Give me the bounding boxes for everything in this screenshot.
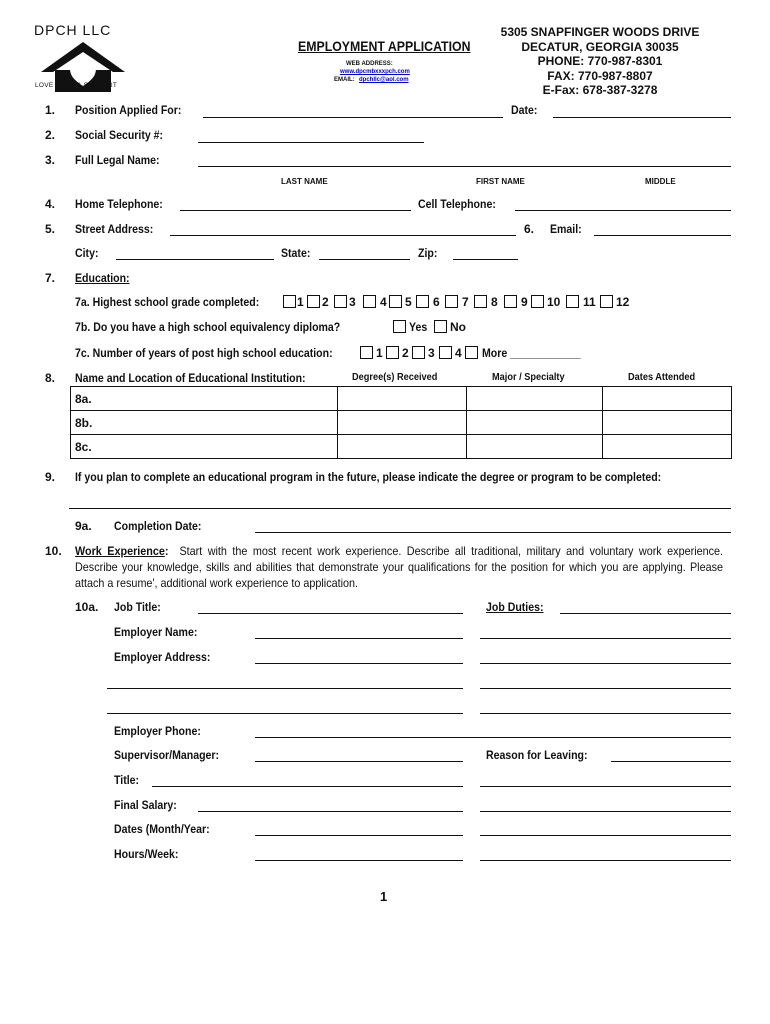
- title-field[interactable]: [152, 786, 463, 787]
- job-duties-field-2[interactable]: [480, 638, 731, 639]
- grade-2-checkbox[interactable]: [307, 295, 320, 308]
- q2-label: Social Security #:: [75, 128, 164, 142]
- company-name: DPCH LLC: [34, 22, 112, 38]
- grade-11-label: 11: [583, 295, 596, 309]
- city-label: City:: [75, 246, 99, 260]
- grade-5-label: 5: [405, 295, 412, 309]
- row-8c-dates[interactable]: [603, 435, 732, 459]
- diploma-no-checkbox[interactable]: [434, 320, 447, 333]
- q8-label: Name and Location of Educational Institution:: [75, 371, 306, 385]
- q9-label: If you plan to complete an educational program in the future, please indicate the degree or program to be completed:: [75, 470, 662, 484]
- diploma-yes-label: Yes: [409, 320, 428, 334]
- grade-7-label: 7: [462, 295, 469, 309]
- company-tagline: LOVE CARE & SUPPORT: [35, 82, 118, 89]
- job-duties-field-4[interactable]: [480, 688, 731, 689]
- grade-4-label: 4: [380, 295, 387, 309]
- form-title: EMPLOYMENT APPLICATION: [298, 38, 471, 54]
- post-hs-4-checkbox[interactable]: [439, 346, 452, 359]
- employer-phone-label: Employer Phone:: [114, 724, 201, 738]
- post-hs-1-label: 1: [376, 346, 383, 360]
- job-duties-label: Job Duties:: [486, 600, 544, 614]
- row-8b-dates[interactable]: [603, 411, 732, 435]
- q8-number: 8.: [45, 371, 56, 385]
- q6-label: Email:: [550, 222, 582, 236]
- q3-number: 3.: [45, 153, 56, 167]
- home-telephone-field[interactable]: [180, 210, 411, 211]
- job-title-field[interactable]: [198, 613, 463, 614]
- employer-address-label: Employer Address:: [114, 650, 211, 664]
- cell-telephone-label: Cell Telephone:: [418, 197, 496, 211]
- company-logo: [34, 22, 134, 92]
- q10-number: 10.: [45, 544, 62, 558]
- table-row: [71, 411, 732, 435]
- date-label: Date:: [511, 103, 538, 117]
- final-salary-label: Final Salary:: [114, 798, 177, 812]
- q5-label: Street Address:: [75, 222, 154, 236]
- post-hs-2-checkbox[interactable]: [386, 346, 399, 359]
- q7c-label: 7c. Number of years of post high school education:: [75, 346, 333, 360]
- q2-number: 2.: [45, 128, 56, 142]
- grade-5-checkbox[interactable]: [389, 295, 402, 308]
- row-8a-label[interactable]: 8a.: [71, 387, 338, 411]
- grade-8-label: 8: [491, 295, 498, 309]
- q1-label: Position Applied For:: [75, 103, 182, 117]
- q4-label: Home Telephone:: [75, 197, 163, 211]
- supervisor-label: Supervisor/Manager:: [114, 748, 220, 762]
- grade-10-label: 10: [547, 295, 561, 309]
- grade-12-checkbox[interactable]: [600, 295, 613, 308]
- q4-number: 4.: [45, 197, 56, 211]
- q9a-number: 9a.: [75, 519, 92, 533]
- grade-7-checkbox[interactable]: [445, 295, 458, 308]
- work-experience-instructions: [75, 543, 723, 591]
- row-8a-degree[interactable]: [338, 387, 467, 411]
- email-link-header[interactable]: dpchllc@aol.com: [359, 77, 409, 83]
- diploma-yes-checkbox[interactable]: [393, 320, 406, 333]
- work-experience-colon: :: [164, 544, 169, 558]
- grade-1-label: 1: [297, 295, 304, 309]
- grade-3-checkbox[interactable]: [334, 295, 347, 308]
- table-row: [71, 435, 732, 459]
- q7a-label: 7a. Highest school grade completed:: [75, 295, 260, 309]
- grade-11-checkbox[interactable]: [566, 295, 579, 308]
- degree-column-header: Degree(s) Received: [352, 372, 438, 383]
- employer-address-field-2[interactable]: [107, 688, 463, 689]
- web-address-label: WEB ADDRESS:: [346, 61, 393, 67]
- q9a-label: Completion Date:: [114, 519, 202, 533]
- post-hs-more-label: More ____________: [482, 346, 581, 360]
- q9-number: 9.: [45, 470, 56, 484]
- future-program-field[interactable]: [69, 508, 731, 509]
- job-duties-field-1[interactable]: [560, 613, 731, 614]
- address-line-2: DECATUR, GEORGIA 30035: [521, 39, 679, 54]
- cell-telephone-field[interactable]: [515, 210, 731, 211]
- position-field[interactable]: [203, 117, 503, 118]
- row-8b-label[interactable]: 8b.: [71, 411, 338, 435]
- address-line-fax: FAX: 770-987-8807: [547, 68, 653, 83]
- zip-field[interactable]: [453, 259, 518, 260]
- job-duties-field-5[interactable]: [480, 713, 731, 714]
- employer-phone-field[interactable]: [255, 737, 731, 738]
- q10a-number: 10a.: [75, 600, 99, 614]
- work-experience-heading: Work Experience: [75, 544, 165, 558]
- reason-for-leaving-label: Reason for Leaving:: [486, 748, 588, 762]
- grade-9-checkbox[interactable]: [504, 295, 517, 308]
- job-duties-field-3[interactable]: [480, 663, 731, 664]
- email-field[interactable]: [594, 235, 731, 236]
- q1-number: 1.: [45, 103, 56, 117]
- work-experience-text: Start with the most recent work experience. Describe all traditional, military and voluntary work experience. Describe your knowledge, skills and abilities that demonstrate your qualifications for the position for which you are applying. Please attach a resume', additional work experience to application.: [75, 544, 724, 590]
- ssn-field[interactable]: [198, 142, 424, 143]
- q6-number: 6.: [524, 222, 535, 236]
- row-8a-dates[interactable]: [603, 387, 732, 411]
- state-label: State:: [281, 246, 311, 260]
- first-name-sublabel: FIRST NAME: [476, 177, 525, 186]
- education-table: [70, 386, 732, 459]
- address-line-efax: E-Fax: 678-387-3278: [542, 83, 658, 97]
- diploma-no-label: No: [450, 320, 466, 334]
- grade-9-label: 9: [521, 295, 528, 309]
- supervisor-field[interactable]: [255, 761, 463, 762]
- grade-1-checkbox[interactable]: [283, 295, 296, 308]
- page-number: 1: [380, 889, 388, 904]
- post-hs-1-checkbox[interactable]: [360, 346, 373, 359]
- completion-date-field[interactable]: [255, 532, 731, 533]
- reason-for-leaving-field-2[interactable]: [480, 786, 731, 787]
- grade-2-label: 2: [322, 295, 329, 309]
- reason-for-leaving-field-4[interactable]: [480, 835, 731, 836]
- last-name-sublabel: LAST NAME: [281, 177, 328, 186]
- employer-name-field[interactable]: [255, 638, 463, 639]
- web-address-link[interactable]: www.dpcmbxxxpch.com: [340, 69, 410, 75]
- street-address-field[interactable]: [170, 235, 516, 236]
- post-hs-4-label: 4: [455, 346, 462, 360]
- row-8c-major[interactable]: [467, 435, 603, 459]
- email-label-header: EMAIL:: [334, 77, 355, 83]
- title-label: Title:: [114, 773, 140, 787]
- zip-label: Zip:: [418, 246, 438, 260]
- post-hs-3-checkbox[interactable]: [412, 346, 425, 359]
- q5-number: 5.: [45, 222, 56, 236]
- middle-name-sublabel: MIDDLE: [645, 177, 676, 186]
- row-8b-major[interactable]: [467, 411, 603, 435]
- dates-label: Dates (Month/Year:: [114, 822, 210, 836]
- date-field[interactable]: [553, 117, 731, 118]
- employer-name-label: Employer Name:: [114, 625, 198, 639]
- reason-for-leaving-field-3[interactable]: [480, 811, 731, 812]
- grade-10-checkbox[interactable]: [531, 295, 544, 308]
- dates-column-header: Dates Attended: [628, 372, 696, 383]
- reason-for-leaving-field-5[interactable]: [480, 860, 731, 861]
- employer-address-field-3[interactable]: [107, 713, 463, 714]
- q7b-label: 7b. Do you have a high school equivalency diploma?: [75, 320, 341, 334]
- employer-address-field-1[interactable]: [255, 663, 463, 664]
- q7-label: Education:: [75, 271, 130, 285]
- grade-4-checkbox[interactable]: [363, 295, 376, 308]
- grade-6-checkbox[interactable]: [416, 295, 429, 308]
- post-hs-more-checkbox[interactable]: [465, 346, 478, 359]
- major-column-header: Major / Specialty: [492, 372, 565, 383]
- grade-8-checkbox[interactable]: [474, 295, 487, 308]
- hours-per-week-field[interactable]: [255, 860, 463, 861]
- dates-field[interactable]: [255, 835, 463, 836]
- post-hs-2-label: 2: [402, 346, 409, 360]
- row-8a-major[interactable]: [467, 387, 603, 411]
- grade-12-label: 12: [616, 295, 630, 309]
- row-8b-degree[interactable]: [338, 411, 467, 435]
- grade-3-label: 3: [349, 295, 356, 309]
- full-name-field[interactable]: [198, 166, 731, 167]
- grade-6-label: 6: [433, 295, 440, 309]
- address-line-1: 5305 SNAPFINGER WOODS DRIVE: [500, 25, 700, 39]
- job-title-label: Job Title:: [114, 600, 161, 614]
- address-line-phone: PHONE: 770-987-8301: [537, 54, 663, 68]
- q7-number: 7.: [45, 271, 56, 285]
- city-field[interactable]: [116, 259, 274, 260]
- table-row: [71, 387, 732, 411]
- state-field[interactable]: [319, 259, 410, 260]
- row-8c-label[interactable]: 8c.: [71, 435, 338, 459]
- reason-for-leaving-field-1[interactable]: [611, 761, 731, 762]
- q3-label: Full Legal Name:: [75, 153, 160, 167]
- final-salary-field[interactable]: [198, 811, 463, 812]
- hours-per-week-label: Hours/Week:: [114, 847, 179, 861]
- post-hs-3-label: 3: [428, 346, 435, 360]
- row-8c-degree[interactable]: [338, 435, 467, 459]
